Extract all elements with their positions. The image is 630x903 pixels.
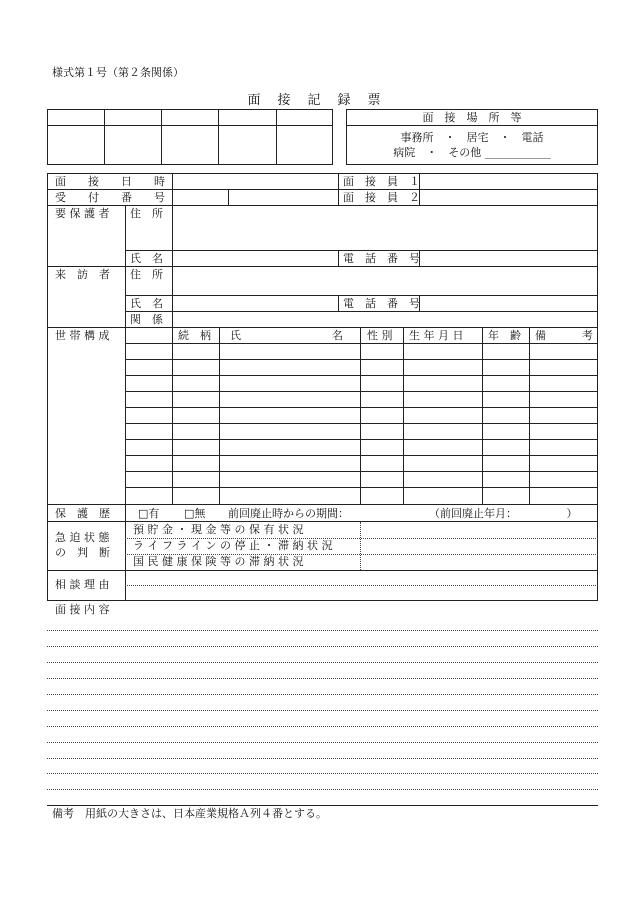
household-header-given: 名 [332, 329, 343, 342]
form-number: 様式第１号（第２条関係） [52, 66, 184, 79]
stamp-cell-5[interactable] [277, 110, 332, 124]
household-header-age: 年 齢 [488, 329, 521, 342]
savings-status-field[interactable] [362, 522, 597, 537]
location-header: 面 接 場 所 等 [422, 111, 522, 124]
reception-number-label: 受 付 番 号 [55, 191, 165, 204]
household-header-remarks-1: 備 [535, 329, 546, 342]
protection-history-label: 保 護 歴 [55, 507, 110, 520]
visitor-label: 来 訪 者 [55, 268, 110, 281]
relation-label: 関 係 [130, 313, 163, 326]
name-field[interactable] [173, 251, 337, 265]
household-header-surname: 氏 [230, 329, 241, 342]
address-field[interactable] [173, 206, 597, 249]
stamp-cell-2[interactable] [105, 110, 160, 124]
protected-person-label: 要 保 護 者 [55, 207, 110, 220]
visitor-name-field[interactable] [173, 296, 337, 310]
urgency-label-1: 急 迫 状 態 [55, 531, 110, 544]
visitor-phone-field[interactable] [420, 296, 597, 310]
name-label: 氏 名 [130, 252, 163, 265]
urgency-item-lifeline: ラ イ フ ラ イ ン の 停 止 ・ 滞 納 状 況 [133, 539, 333, 552]
interview-content-label: 面 接 内 容 [55, 603, 110, 616]
location-options-2[interactable]: 病院 ・ その他 ____________ [393, 146, 551, 159]
interview-datetime-label: 面 接 日 時 [55, 175, 165, 188]
urgency-item-savings: 預 貯 金 ・ 現 金 等 の 保 有 状 況 [133, 523, 304, 536]
interviewer1-field[interactable] [420, 174, 597, 188]
relation-field[interactable] [173, 312, 597, 326]
address-label: 住 所 [130, 207, 163, 220]
phone-label: 電 話 番 号 [343, 252, 420, 265]
household-header-remarks-2: 考 [582, 329, 593, 342]
lifeline-status-field[interactable] [362, 539, 597, 554]
stamp-cell-3[interactable] [162, 110, 217, 124]
interviewer2-label: 面 接 員 ２ [343, 191, 420, 204]
visitor-address-field[interactable] [173, 267, 597, 294]
visitor-name-label: 氏 名 [130, 297, 163, 310]
visitor-address-label: 住 所 [130, 268, 163, 281]
last-abolition-label: （前回廃止年月： ） [429, 507, 578, 520]
interview-content-field[interactable] [47, 618, 598, 804]
insurance-status-field[interactable] [362, 555, 597, 570]
visitor-phone-label: 電 話 番 号 [343, 297, 420, 310]
location-options-1[interactable]: 事務所 ・ 居宅 ・ 電話 [400, 131, 544, 144]
consultation-reason-field[interactable] [126, 571, 597, 600]
consultation-reason-label: 相 談 理 由 [55, 578, 110, 591]
household-header-relation: 続 柄 [178, 329, 211, 342]
reception-number-field[interactable] [173, 190, 227, 204]
interviewer1-label: 面 接 員 １ [343, 175, 420, 188]
protection-yes-checkbox[interactable]: □有 [138, 507, 160, 520]
page-title: 面 接 記 録 票 [247, 93, 383, 108]
household-rows[interactable] [126, 344, 597, 503]
urgency-label-2: の 判 断 [55, 546, 110, 559]
household-header-birthdate: 生 年 月 日 [409, 329, 464, 342]
paper-size-note: 備考 用紙の大きさは、日本産業規格Ａ列４番とする。 [52, 807, 327, 820]
interview-datetime-field[interactable] [173, 174, 337, 188]
urgency-item-insurance: 国 民 健 康 保 険 等 の 滞 納 状 況 [133, 555, 304, 568]
household-header-sex: 性 別 [367, 329, 393, 342]
stamp-cell-1[interactable] [48, 110, 103, 124]
phone-field[interactable] [420, 251, 597, 265]
household-label: 世 帯 構 成 [55, 329, 110, 342]
interviewer2-field[interactable] [420, 190, 597, 204]
protection-period-label: 前回廃止時からの期間： [228, 507, 349, 520]
protection-no-checkbox[interactable]: □無 [184, 507, 206, 520]
reception-number-field-2[interactable] [229, 190, 337, 204]
stamp-cell-4[interactable] [219, 110, 275, 124]
